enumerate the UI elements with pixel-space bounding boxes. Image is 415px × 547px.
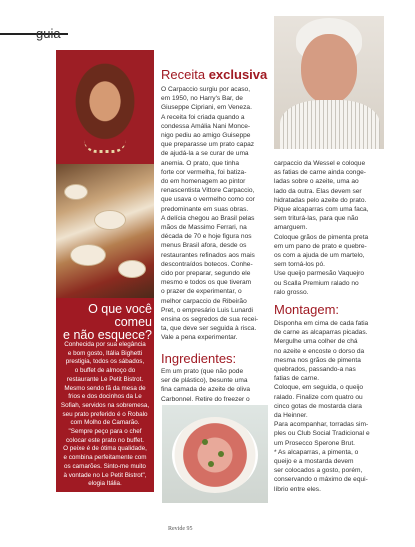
preparation-text: carpaccio da Wessel e coloque as fatias de carne ainda conge- ladas sobre o azeite, uma ao lado da outra. Elas devem ser hidratadas pelo azeite do prato. Pique alcaparras com uma faca, sem triturá-las, para que não amarguem. Coloque grãos de pimenta preta em um pano de prato e quebre- os com a ajuda de um martelo, sem torná-los pó. Use queijo parmesão Vaquejro ou Scalla Premium ralado no ralo grosso.: [274, 160, 369, 296]
montage-heading: Montagem:: [274, 302, 340, 317]
photo-buffet: [56, 164, 154, 298]
garnish-shape: [218, 451, 224, 457]
recipe-heading-regular: Receita: [161, 67, 209, 82]
plate-shape: [64, 184, 88, 200]
photo-woman-portrait: [56, 50, 154, 164]
recipe-body-text: O Carpaccio surgiu por acaso, em 1950, no Harry's Bar, de Giuseppe Cipriani, em Veneza. A receita foi criada quando a condessa Amália Nani Monce- nigo pediu ao amigo Guiseppe que preparasse um prato capaz de ajudá-la a se curar de uma anemia. O prato, que tinha forte cor vermelha, foi batiza- do em homenagem ao pintor renascentista Vittore Carpaccio, que usava o vermelho como cor predominante em suas obras. A delícia chegou ao Brasil pelas mãos de Massimo Ferrari, na década de 70 e hoje figura nos menus Brasil afora, desde os restaurantes refinados aos mais descontraídos botecos. Conhe- cido por preparar, segundo ele mesmo e todos os que tiveram o prazer de experimentar, o melhor carpaccio de Ribeirão Pret, o empresário Luis Lunardi ensina os segredos de sua recei- ta, que deve ser seguida à risca. Vale a pena experimentar.: [161, 86, 259, 342]
left-heading-line1: O que você: [88, 302, 152, 316]
ingredients-body-text: Em um prato (que não pode ser de plástico), besunte uma fina camada de azeite de oliva Carbonnel. Retire do freezer o: [161, 368, 251, 403]
ingredients-heading: Ingredientes:: [161, 351, 237, 366]
page-footer: Revide 95: [168, 526, 193, 532]
left-body-text: Conhecida por sua elegância e bom gosto, Itália Bighetti prestigia, todos os sábados, o buffet de almoço do restaurante Le Petit Bistrot. Mesmo sendo fã da mesa de frios e dos docinhos da Le Sofiah, servidos na sobremesa, seu prato preferido é o Robalo com Molho de Camarão. "Sempre peço para o chef colocar este prato no buffet. O peixe é de ótima qualidade, e combina perfeitamente com os camarões. Sinto-me muito à vontade no Le Petit Bistrot", elogia Itália.: [60, 341, 150, 488]
plate-shape: [118, 260, 146, 278]
left-heading: [56, 303, 152, 342]
face-shape: [301, 34, 357, 104]
photo-man-portrait: [274, 16, 384, 149]
garnish-shape: [208, 461, 214, 467]
recipe-heading: [161, 67, 267, 82]
montage-body-text: Disponha em cima de cada fatia de carne as alcaparras picadas. Mergulhe uma colher de chá no azeite e encoste o dorso da mesma nos grãos de pimenta quebrados, passando-a nas fatias de carne. Coloque, em seguida, o queijo ralado. Finalize com quatro ou cinco gotas de mostarda clara da Heinner. Para acompanhar, torradas sim- ples ou Club Social Tradicional e um Prosecco Sperone Brut. * As alcaparras, a pimenta, o queijo e a mostarda devem ser colocados a gosto, porém, conservando o máximo de equi- líbrio entre eles.: [274, 320, 370, 493]
plate-shape: [70, 244, 106, 266]
left-heading-line2: comeu: [114, 315, 152, 329]
shirt-shape: [280, 100, 380, 149]
carpaccio-dish-shape: [172, 417, 258, 493]
left-heading-line3: e não esquece?: [63, 328, 152, 342]
garnish-shape: [202, 439, 208, 445]
recipe-heading-bold: exclusiva: [208, 67, 268, 82]
plate-shape: [94, 210, 126, 230]
section-label: guia: [36, 26, 61, 41]
necklace-shape: [84, 140, 126, 153]
photo-carpaccio: [162, 405, 268, 503]
